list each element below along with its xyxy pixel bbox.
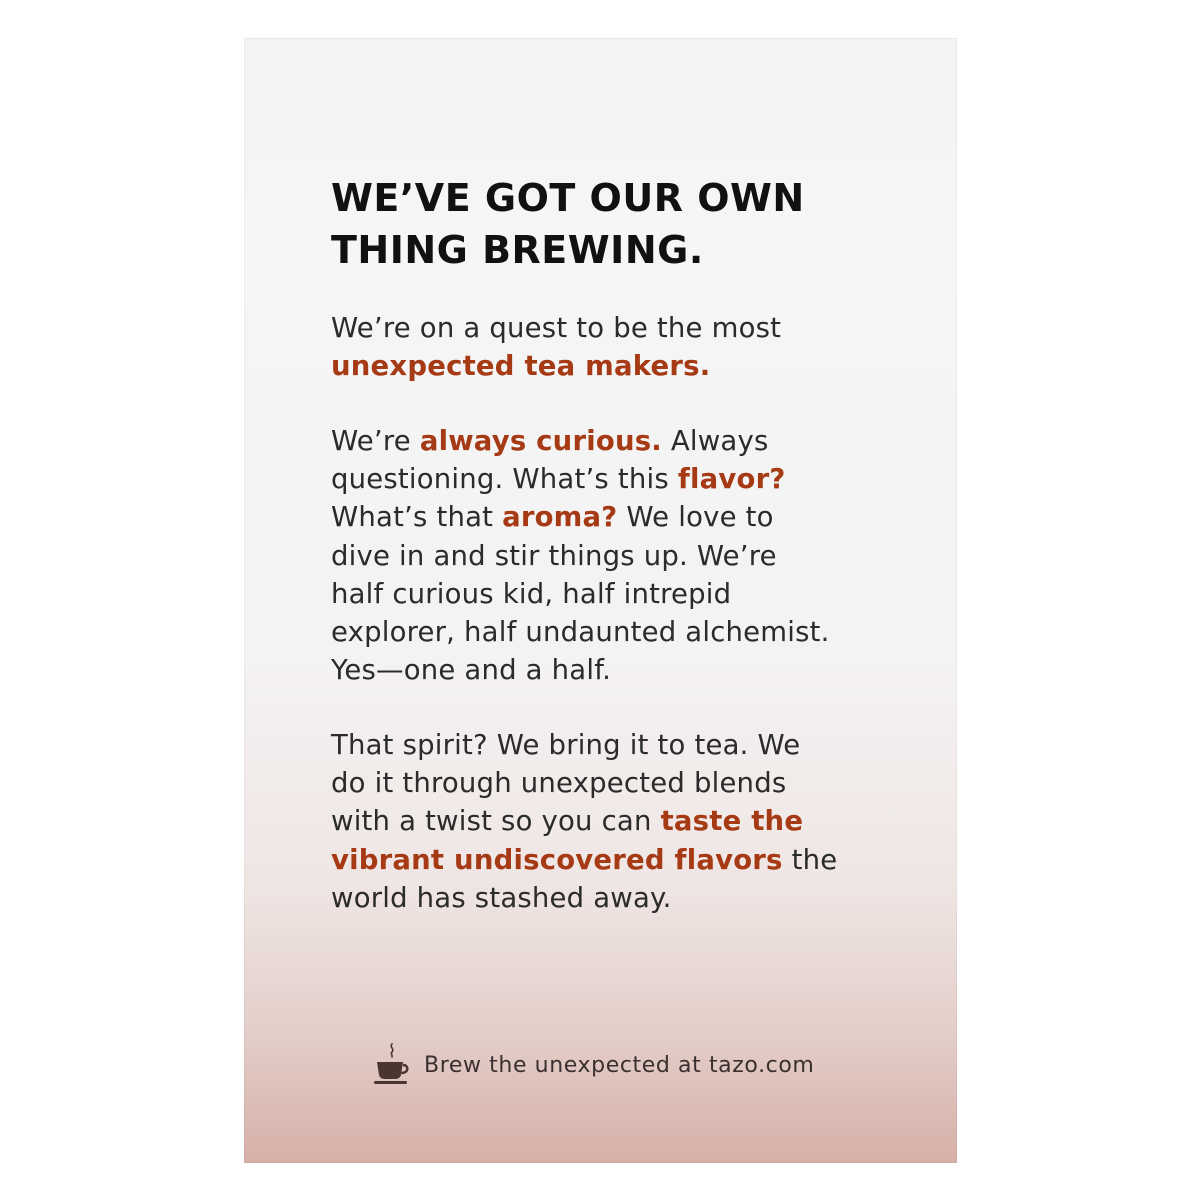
spirit-line-4 <box>331 841 931 879</box>
footer-text: Brew the unexpected at tazo.com <box>424 1052 815 1078</box>
spirit-paragraph <box>331 726 931 917</box>
intro-highlight: unexpected tea makers. <box>331 350 711 383</box>
spirit-line-3 <box>331 802 931 840</box>
curious-paragraph <box>331 422 931 689</box>
text-fragment: What’s that <box>331 501 503 534</box>
curious-line-7: Yes—one and a half. <box>331 654 612 687</box>
highlight-flavor: flavor? <box>677 463 786 496</box>
curious-line-1 <box>331 422 931 460</box>
highlight-always-curious: always curious. <box>419 425 662 457</box>
highlight-taste-the: taste the <box>660 805 804 838</box>
headline-line-2: THING BREWING. <box>331 228 704 272</box>
intro-line-1: We’re on a quest to be the most <box>331 312 782 344</box>
text-fragment: the <box>782 843 838 876</box>
text-fragment: Always <box>661 425 769 457</box>
highlight-vibrant-flavors: vibrant undiscovered flavors <box>331 843 783 876</box>
curious-line-4: dive in and stir things up. We’re <box>331 539 777 572</box>
text-fragment: questioning. What’s this <box>331 463 678 496</box>
headline <box>331 172 891 276</box>
headline-line-1: WE’VE GOT OUR OWN <box>331 176 805 220</box>
curious-line-6: explorer, half undaunted alchemist. <box>331 616 830 649</box>
curious-line-5: half curious kid, half intrepid <box>331 577 732 610</box>
footer-tagline <box>372 1040 814 1090</box>
spirit-line-5: world has stashed away. <box>331 881 672 914</box>
highlight-aroma: aroma? <box>502 501 618 534</box>
text-fragment: with a twist so you can <box>331 805 661 838</box>
steaming-cup-icon <box>372 1042 412 1088</box>
curious-line-3 <box>331 498 931 536</box>
text-fragment: We’re <box>331 425 420 457</box>
curious-line-2 <box>331 460 931 498</box>
spirit-line-1: That spirit? We bring it to tea. We <box>331 729 801 761</box>
text-fragment: We love to <box>617 501 774 534</box>
intro-paragraph <box>331 309 931 385</box>
spirit-line-2: do it through unexpected blends <box>331 767 787 800</box>
